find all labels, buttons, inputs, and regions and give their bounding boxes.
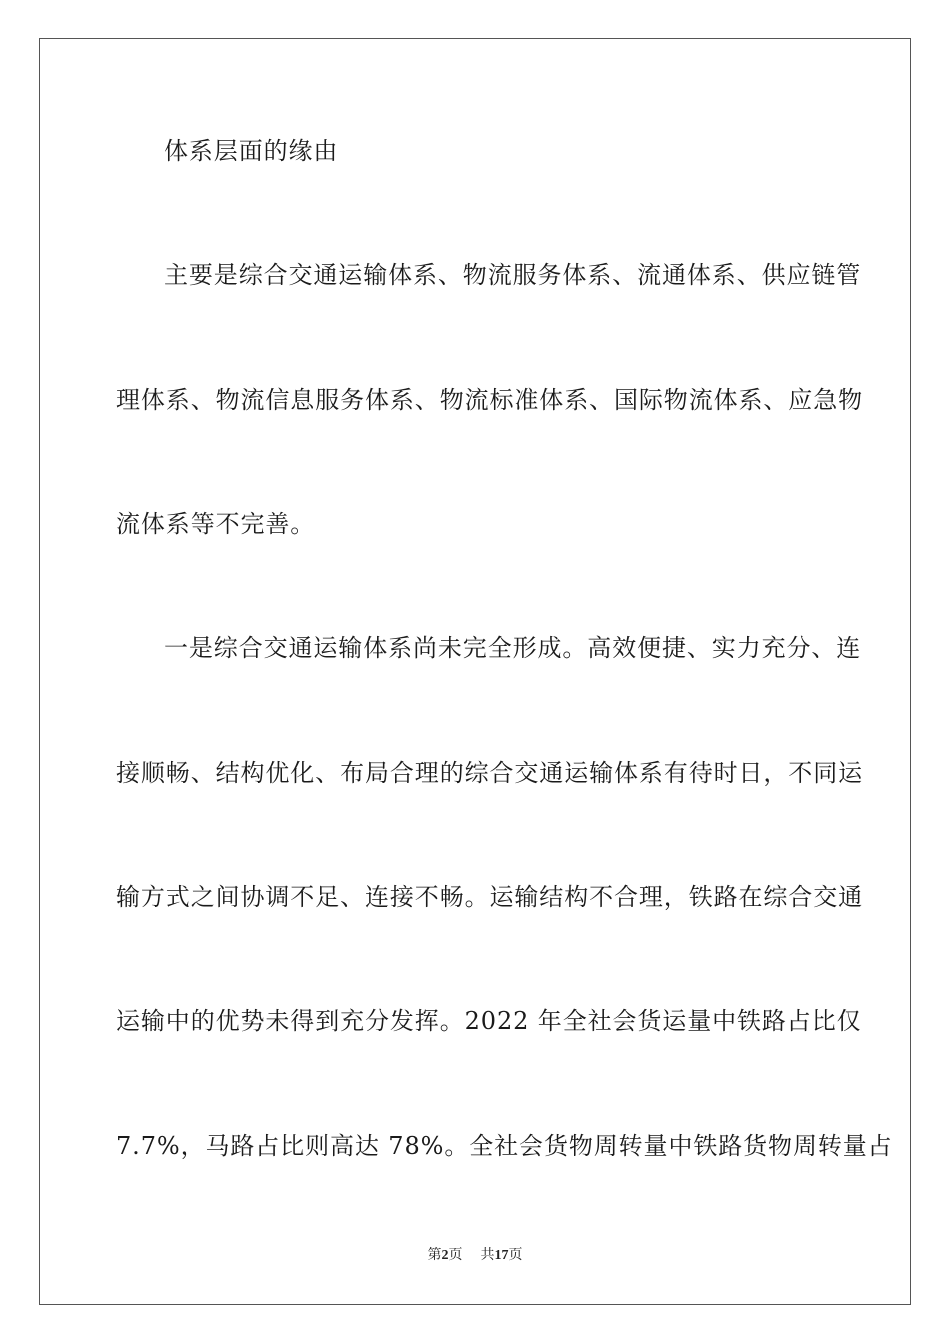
paragraph-line: 7.7%，马路占比则高达 78%。全社会货物周转量中铁路货物周转量占 <box>116 1132 893 1160</box>
paragraph-heading-line: 体系层面的缘由 <box>164 137 339 165</box>
page-prefix: 第 <box>427 1248 442 1263</box>
total-prefix: 共 <box>480 1248 495 1263</box>
paragraph-line: 流体系等不完善。 <box>116 510 316 538</box>
page-suffix: 页 <box>448 1248 463 1263</box>
paragraph-line: 理体系、物流信息服务体系、物流标准体系、国际物流体系、应急物 <box>116 386 863 414</box>
paragraph-line: 接顺畅、结构优化、布局合理的综合交通运输体系有待时日，不同运 <box>116 759 863 787</box>
page-border <box>39 38 911 1305</box>
page-number: 2 <box>441 1248 449 1263</box>
paragraph-line: 一是综合交通运输体系尚未完全形成。高效便捷、实力充分、连 <box>164 634 862 662</box>
paragraph-line: 运输中的优势未得到充分发挥。2022 年全社会货运量中铁路占比仅 <box>116 1007 862 1035</box>
page-footer <box>0 1247 950 1265</box>
paragraph-line: 输方式之间协调不足、连接不畅。运输结构不合理，铁路在综合交通 <box>116 883 863 911</box>
paragraph-line: 主要是综合交通运输体系、物流服务体系、流通体系、供应链管 <box>164 261 862 289</box>
total-suffix: 页 <box>508 1248 523 1263</box>
total-pages: 17 <box>494 1248 509 1263</box>
